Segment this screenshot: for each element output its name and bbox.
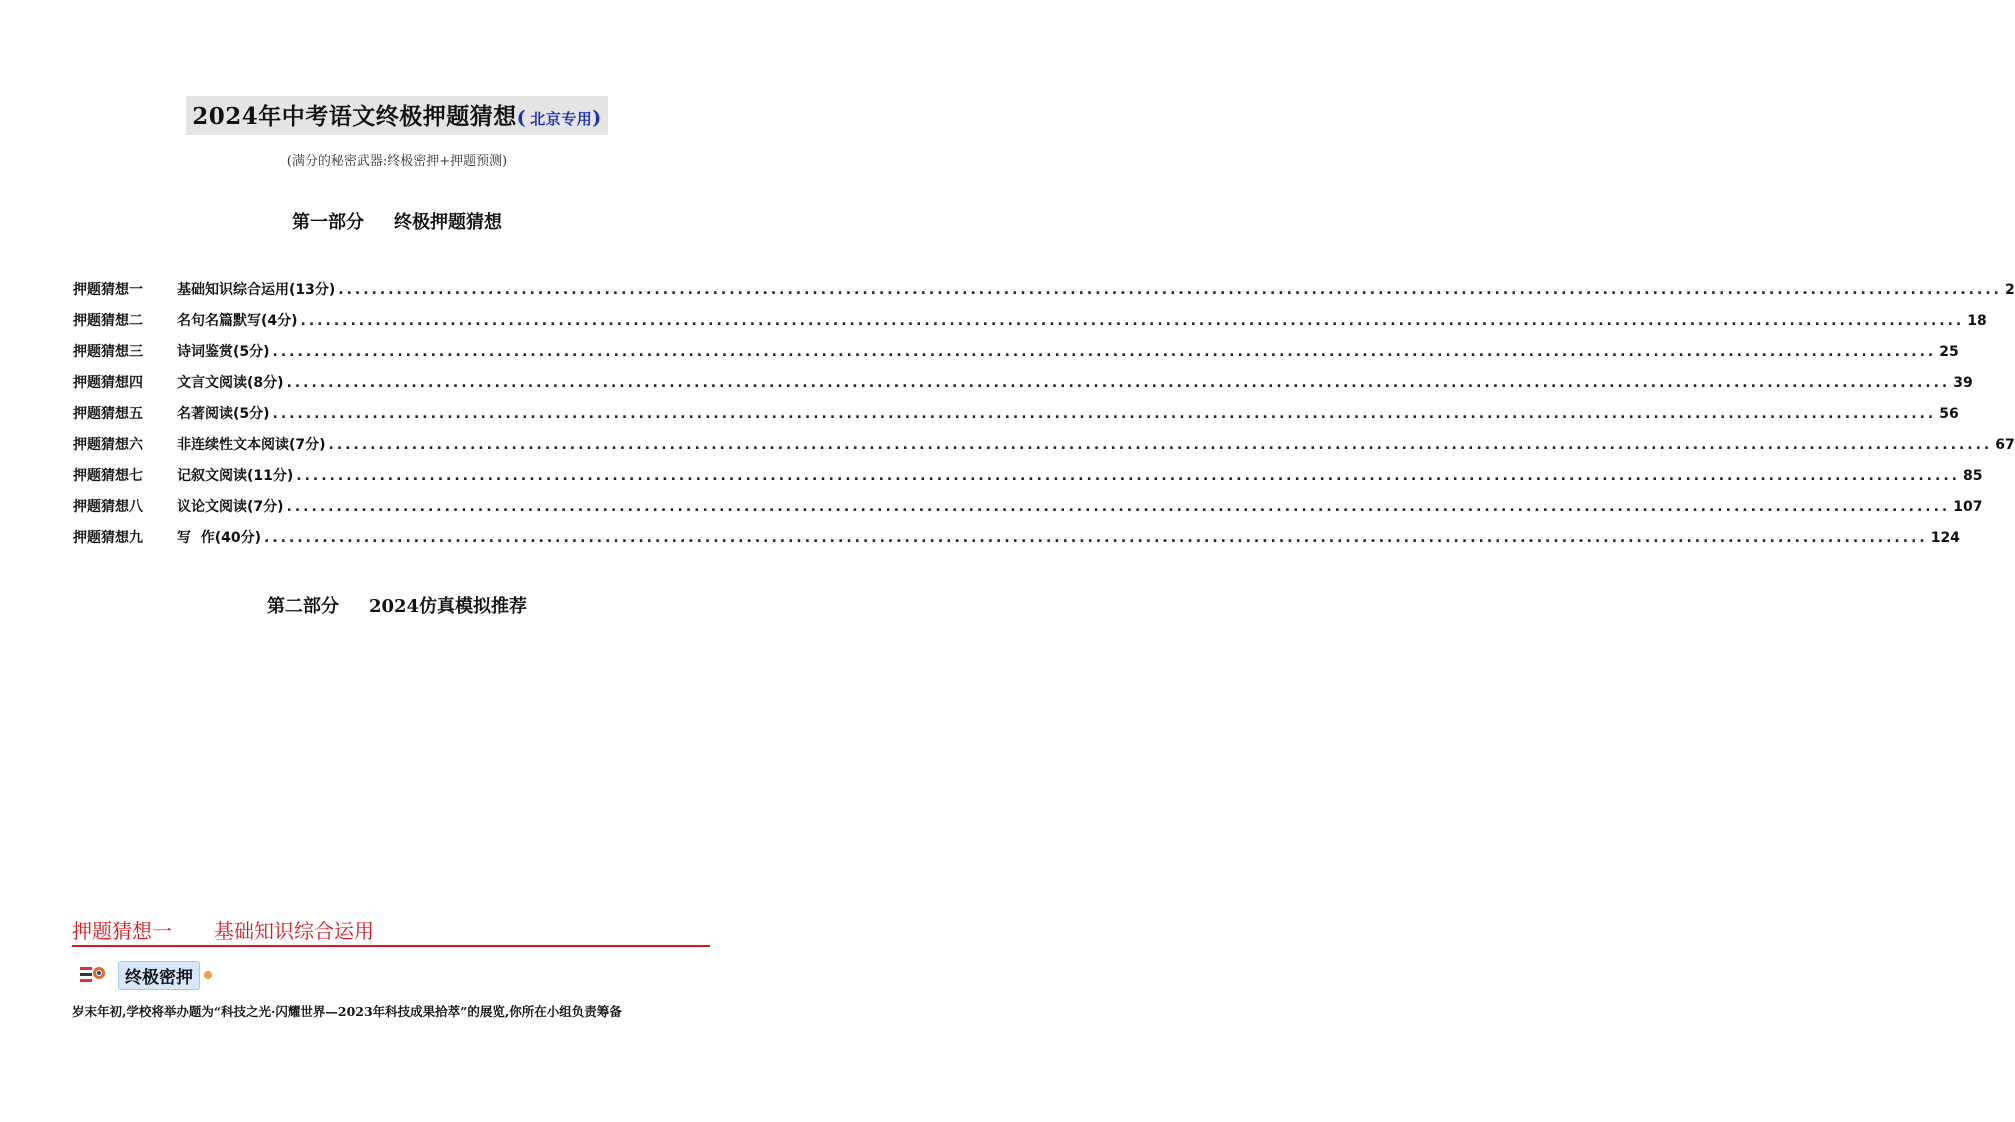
toc-entry-label: 押题猜想四 xyxy=(73,375,143,391)
toc-leader-dots: ........................................................................................................................................................................................................ xyxy=(286,499,1951,515)
toc-entry[interactable] xyxy=(73,465,1983,496)
toc-leader-dots: ........................................................................................................................................................................................................ xyxy=(296,468,1960,484)
toc-entry-label: 押题猜想八 xyxy=(73,499,143,515)
toc-entry[interactable] xyxy=(73,403,1959,434)
part-two-heading xyxy=(0,592,794,618)
toc-entry-page: 2 xyxy=(2004,282,2015,298)
toc-entry-label: 押题猜想二 xyxy=(73,313,143,329)
toc-entry[interactable] xyxy=(73,372,1973,403)
toc-entry-page: 25 xyxy=(1939,344,1959,360)
toc-entry-label: 押题猜想一 xyxy=(73,282,143,298)
badge-label: 终极密押 xyxy=(118,961,200,990)
target-icon xyxy=(80,963,114,987)
part-two-name: 2024仿真模拟推荐 xyxy=(368,596,528,617)
section-heading-label: 押题猜想一 xyxy=(72,921,172,943)
toc-leader-dots: ........................................................................................................................................................................................................ xyxy=(338,282,2002,298)
toc-entry-page: 39 xyxy=(1953,375,1973,391)
toc-entry[interactable] xyxy=(73,434,2015,465)
toc-entry-label: 押题猜想七 xyxy=(73,468,143,484)
toc-entry-topic: 记叙文阅读(11分) xyxy=(177,468,294,484)
toc-entry-page: 107 xyxy=(1953,499,1983,515)
toc-leader-dots: ........................................................................................................................................................................................................ xyxy=(328,437,1993,453)
part-one-name: 终极押题猜想 xyxy=(394,212,502,233)
title-paren-close: ) xyxy=(592,107,602,129)
toc-entry[interactable] xyxy=(73,279,2015,310)
toc-entry-topic: 名著阅读(5分) xyxy=(177,406,270,422)
toc-entry-page: 18 xyxy=(1967,313,1987,329)
toc-entry-page: 56 xyxy=(1939,406,1959,422)
toc-entry-topic: 文言文阅读(8分) xyxy=(177,375,284,391)
toc-entry[interactable] xyxy=(73,496,1983,527)
toc-entry-topic: 非连续性文本阅读(7分) xyxy=(177,437,326,453)
section-heading-name: 基础知识综合运用 xyxy=(214,921,374,943)
toc-entry-label: 押题猜想三 xyxy=(73,344,143,360)
toc-entry-label: 押题猜想五 xyxy=(73,406,143,422)
toc-entry-label: 押题猜想六 xyxy=(73,437,143,453)
table-of-contents xyxy=(73,279,2015,558)
toc-entry-topic: 基础知识综合运用(13分) xyxy=(177,282,336,298)
toc-leader-dots: ........................................................................................................................................................................................................ xyxy=(272,406,1937,422)
toc-entry[interactable] xyxy=(73,341,1959,372)
toc-entry-topic: 诗词鉴赏(5分) xyxy=(177,344,270,360)
part-one-heading xyxy=(0,208,794,234)
part-one-label: 第一部分 xyxy=(292,212,364,233)
toc-entry-label: 押题猜想九 xyxy=(73,530,143,546)
title-paren-open: ( xyxy=(516,107,527,129)
document-title xyxy=(186,96,608,135)
section-heading xyxy=(72,915,710,947)
toc-entry-page: 124 xyxy=(1930,530,1960,546)
final-secret-badge xyxy=(80,962,212,988)
document-subtitle: (满分的秘密武器:终极密押+押题预测) xyxy=(286,154,508,169)
toc-leader-dots: ........................................................................................................................................................................................................ xyxy=(300,313,1965,329)
toc-leader-dots: ........................................................................................................................................................................................................ xyxy=(272,344,1937,360)
part-two-label: 第二部分 xyxy=(266,596,339,617)
toc-entry-topic: 名句名篇默写(4分) xyxy=(177,313,298,329)
document-title-main: 2024年中考语文终极押题猜想 xyxy=(192,103,517,130)
question-body-text: 岁末年初,学校将举办题为“科技之光·闪耀世界—2023年科技成果拾萃”的展览,你所在小组负责筹备 xyxy=(72,1004,622,1019)
toc-entry-page: 85 xyxy=(1962,468,1983,484)
toc-entry-page: 67 xyxy=(1995,437,2015,453)
toc-leader-dots: ........................................................................................................................................................................................................ xyxy=(286,375,1951,391)
toc-entry[interactable] xyxy=(73,527,1960,558)
document-title-wrap xyxy=(0,96,794,135)
toc-entry[interactable] xyxy=(73,310,1987,341)
toc-leader-dots: ........................................................................................................................................................................................................ xyxy=(264,530,1928,546)
toc-entry-topic: 写 作(40分) xyxy=(177,530,262,546)
document-title-highlight: 北京专用 xyxy=(530,110,593,128)
badge-dot-icon xyxy=(204,971,212,979)
toc-entry-topic: 议论文阅读(7分) xyxy=(177,499,284,515)
